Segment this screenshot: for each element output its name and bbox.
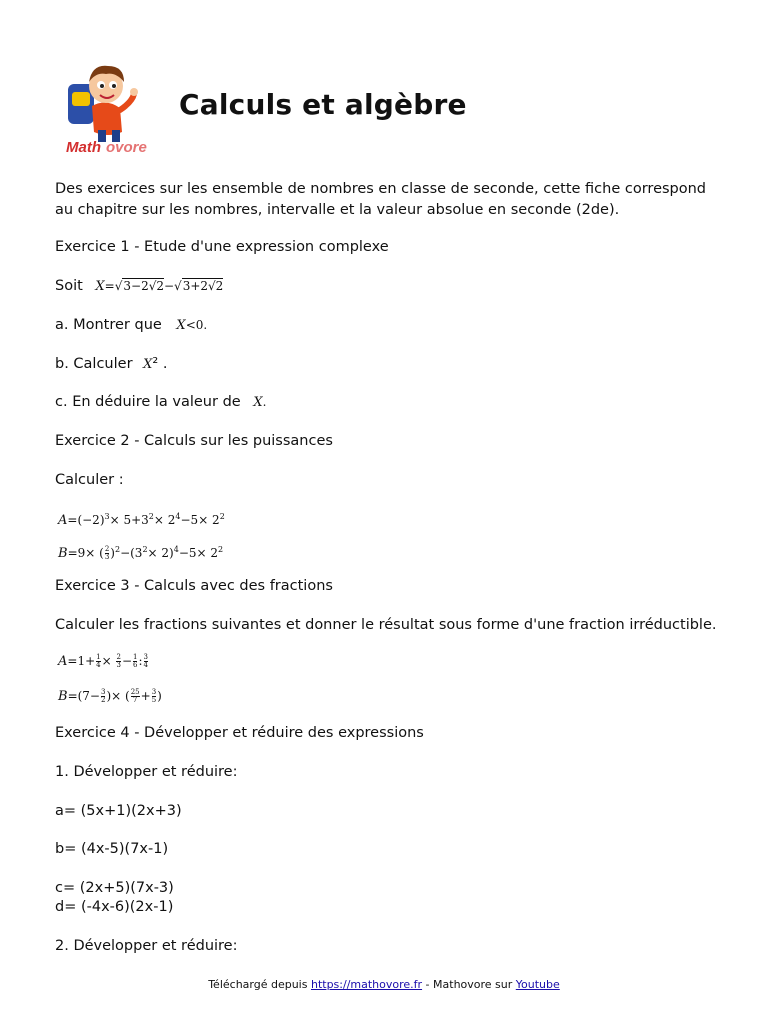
- exercise-4-heading: Exercice 4 - Développer et réduire des expressions: [55, 725, 424, 741]
- exercise-1-question-b: b. Calculer X² .: [55, 356, 168, 372]
- expression-a: a= (5x+1)(2x+3): [55, 803, 182, 819]
- expression-c: c= (2x+5)(7x-3): [55, 880, 174, 896]
- exercise-1-question-c: c. En déduire la valeur de X.: [55, 394, 267, 410]
- mathovore-logo: [62, 58, 160, 158]
- formula-2b: B=9× ( $\frac{2}{3}$ )$^2-(3^2\times 2)^4-5\times 2^2$: [58, 545, 224, 561]
- mathovore-site-link[interactable]: https://mathovore.fr: [310, 978, 423, 991]
- exercise-1-soit: Soit X=√3−2√2−√3+2√2: [55, 278, 224, 294]
- formula-3a: A=1+ $\frac{1}{4}$ × $\frac{2}{3}$ − $\frac{1}{6}$ : $\frac{3}{4}$: [58, 653, 148, 669]
- svg-text:Math: Math: [66, 139, 101, 156]
- exercise-1-heading: Exercice 1 - Etude d'une expression complexe: [55, 239, 389, 255]
- svg-text:ovore: ovore: [106, 139, 147, 156]
- formula-3b: B=(7− $\frac{3}{2}$ )× ( $\frac{25}{7}$ + $\frac{3}{5}$ ): [58, 688, 162, 704]
- exercise-4-part-2: 2. Développer et réduire:: [55, 938, 238, 954]
- exercise-2-instruction: Calculer :: [55, 472, 124, 488]
- exercise-1-question-a: a. Montrer que X<0.: [55, 317, 208, 333]
- youtube-link[interactable]: Youtube: [515, 978, 560, 991]
- exercise-2-heading: Exercice 2 - Calculs sur les puissances: [55, 433, 333, 449]
- exercise-4-part-1: 1. Développer et réduire:: [55, 764, 238, 780]
- exercise-3-instruction: Calculer les fractions suivantes et donner le résultat sous forme d'une fraction irréductible.: [55, 617, 717, 633]
- exercise-3-heading: Exercice 3 - Calculs avec des fractions: [55, 578, 333, 594]
- formula-x-definition: X=√3−2√2−√3+2√2: [95, 279, 224, 294]
- formula-2a: $A=(-2)^3\times 5+3^2\times 2^4-5\times 2^2$: [58, 512, 225, 528]
- expression-d: d= (-4x-6)(2x-1): [55, 899, 174, 915]
- page-footer: Téléchargé depuis https://mathovore.fr - Mathovore sur Youtube: [208, 978, 560, 991]
- page-title: Calculs et algèbre: [179, 88, 467, 121]
- intro-paragraph: Des exercices sur les ensemble de nombres en classe de seconde, cette fiche correspond au chapitre sur les nombres, intervalle et la valeur absolue en seconde (2de).: [55, 181, 707, 218]
- expression-b: b= (4x-5)(7x-1): [55, 841, 169, 857]
